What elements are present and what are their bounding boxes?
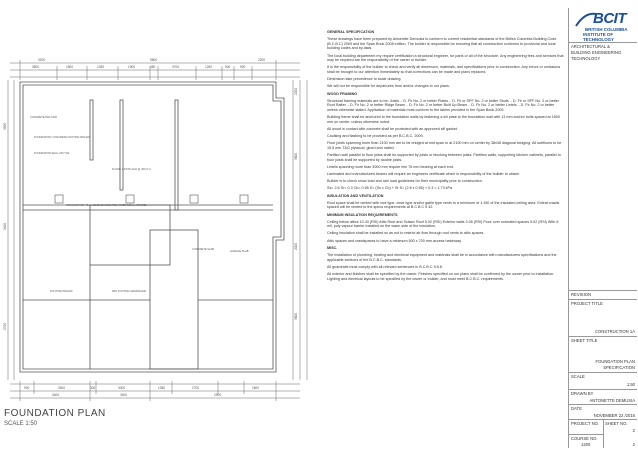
notes-paragraph: Ss= 2.6 Sr= 0.3 Cb= 0.55 S= (Ss x Cb) + Sr S= (2.6 x 0.55) + 0.3 = 1.73 kPa xyxy=(327,186,453,191)
revision-label: REVISION xyxy=(571,292,592,297)
dimension-label: 3400 xyxy=(58,386,66,390)
dimension-label: 3400 xyxy=(120,393,128,397)
notes-paragraph: Floor joists spanning more than 2100 mm are to be bridged at mid span or at 2100 mm on center by 38x38 diagonal bridging. All subfloors to be 15.5 mm T&G plywood, glued and nailed. xyxy=(327,141,562,150)
notes-paragraph: The local building department my require certification a structural engineer, for parts or all of the structure. Any engineering fees and services that may be required are the responsibility of the owner or builder. xyxy=(327,53,564,63)
dimension-label: 900 xyxy=(240,65,246,69)
notes-paragraph: All exterior and finishes shall be specified by the owner. Finishes specified on our plans shall be confirmed by the owner prior to installation. Lighting and electrical layouts to be specified by the owner or builder, and must meet B.C.B.C. requirements. xyxy=(327,272,555,281)
notes-heading: WOOD FRAMING xyxy=(327,91,358,96)
dimension-label: 1900 xyxy=(128,65,136,69)
dimension-label: 3800 xyxy=(32,65,40,69)
notes-paragraph: Builder is to check snow load and rain load guidelines for their municipality prior to construction. xyxy=(327,179,483,184)
dimension-label: 1050 xyxy=(97,65,105,69)
date-value: NOVEMBER 22 /2016 xyxy=(593,413,635,418)
notes-heading: GENERAL SPECIFICATION xyxy=(327,30,375,34)
dimension-label: 3400 xyxy=(52,393,60,397)
program-line-1: ARCHITECTURAL & xyxy=(571,44,610,49)
pad-footing-2 xyxy=(126,195,134,203)
notes-paragraph: The installation of plumbing, heating and electrical equipment and materials shall be in accordance with manufacturers specifications and the applicable sections of the B.C.B.C. standards. xyxy=(327,253,557,262)
course-no-label: COURSE NO. xyxy=(571,436,598,441)
notes-paragraph: Caulking and flashing to be provided as per B.C.B.C. 2009. xyxy=(327,134,424,139)
notes-heading: MISC. xyxy=(327,245,338,250)
notes-paragraph: Dimension take precedence to scale drawing. xyxy=(327,77,402,82)
foundation-wall-inner xyxy=(23,85,281,369)
notes-paragraph: We will not be responsible for departures from and/or changes to our plans. xyxy=(327,84,450,89)
callout-label: CONCRETE PAD 1000 xyxy=(30,116,57,119)
notes-paragraph: Building frame shall be anchored to the foundation walls by fastening a sill plate to the foundation wall with 13 mm anchor bolts spaced at 1800 mm on center, unless otherwise noted. xyxy=(327,115,560,124)
foundation-wall-outer xyxy=(20,82,284,372)
program-line-2: BUILDING ENGINEERING xyxy=(571,50,622,55)
dimension-label: 2700 xyxy=(192,386,200,390)
dimension-label: 1800 xyxy=(66,65,74,69)
drawing-scale: SCALE 1:50 xyxy=(4,421,38,427)
dimension-label: 2000 xyxy=(294,242,298,250)
callout-label: FOOTING 600x200 xyxy=(50,290,73,293)
notes-paragraph: These drawings have been prepared by Antonette Demusia to conform to current residential standards of the British Columbia Building Code (B.C.B.C) 2009 and the Span Book 2008 edition. The builder is responsible for ensuring that all construction conforms to provincial and local building codes and by-laws. xyxy=(327,37,557,51)
sheet-title-label: SHEET TITLE xyxy=(571,338,598,343)
notes-paragraph: Ceiling below attics 10.43 (RSI) Attic Roof and Scissic Roof 5.02 (RSI) Exterior walls 3.08 (RSI) Floor over unheated spaces 5.02 (RSI) With 6 mil. poly vapour barrier installed on the warm side of the insulation. xyxy=(327,219,559,229)
dimension-label: 3600 xyxy=(294,152,298,160)
interior-room-outline xyxy=(90,205,170,265)
interior-room-2 xyxy=(150,230,198,369)
general-specification-notes xyxy=(327,28,565,448)
date-label: DATE xyxy=(571,406,582,411)
notes-paragraph: Attic spaces and crawlspaces to have a minimum 500 x 700 mm access hatchway. xyxy=(327,238,462,243)
notes-paragraph: Partition wall parallel to floor joists shall be supported by joists or blocking between joists. Partition walls, supporting kitchen cabinets, parallel to floor joists shall be supported by double joists. xyxy=(327,153,561,162)
dimension-label: 3000 xyxy=(118,386,126,390)
dimension-label: 1260 xyxy=(205,65,213,69)
project-title-label: PROJECT TITLE xyxy=(571,301,603,306)
dimension-label: 3600 xyxy=(294,312,298,320)
notes-paragraph: Ceiling insulation shall be installed so as not to restrict air flow through roof vents to attic spaces. xyxy=(327,231,485,236)
notes-paragraph: All wood in contact with concrete shall be protected with an approved sill gasket. xyxy=(327,126,458,131)
dimension-label: 3400 xyxy=(3,222,7,230)
project-title: CONSTRUCTION 1A xyxy=(594,329,635,334)
notes-paragraph: Structural framing materials are to be: Joists .. D. Fir No. 2 or better Plates .. D. Fir or SPF No. 2 or better Studs .. D. Fir or SPF No. 2 or better Roof Rafter .. D. Fir No. 2 or better Ridge Beam .. D. Fir No. 2 or better Built Up Beam .. D. Fir No. 2 or better Lintels .. D. Fir No. 2 or better unless otherwise stated. Application of materials must conform to the tables provided in the Span Book 2009. xyxy=(327,98,559,112)
scale-value: 1:50 xyxy=(626,382,635,387)
pad-footing-1 xyxy=(55,195,63,203)
dimension-label: 2700 xyxy=(3,322,7,330)
sheet-no-top: 2 xyxy=(632,428,635,433)
institute-line-2: INSTITUTE OF TECHNOLOGY xyxy=(583,32,614,42)
bcit-logo xyxy=(571,10,635,40)
program-line-3: TECHNOLOGY xyxy=(571,56,601,61)
dimension-label: 9800 xyxy=(150,58,158,62)
notes-paragraph: All guardrails must comply with all relevant sentences in B.C.B.C 9.8.8. xyxy=(327,264,443,269)
notes-heading: INSULATION AND VENTILATION xyxy=(327,193,384,198)
dimension-label: 2200 xyxy=(294,87,298,95)
notes-paragraph: It is the responsibility of the builder to check and verify all dimension, materials, and specifications prior to construction. Any errors or omissions shall be brought to our attention immediately so that corrections can be made and plans replaced. xyxy=(327,65,561,74)
drawing-title: FOUNDATION PLAN xyxy=(4,408,106,419)
notes-heading: MINIMUM INSULATION REQUIREMENTS xyxy=(327,212,398,217)
callout-label: FOUNDATION: CONCRETE FOOTING 600x200 xyxy=(34,136,91,139)
sheet-no: 2 xyxy=(632,442,635,447)
dimension-label: 3200 xyxy=(38,58,46,62)
dimension-label: 3500 xyxy=(3,122,7,130)
callout-label: GARAGE SLAB xyxy=(230,250,249,253)
dimension-label: 500 xyxy=(225,65,231,69)
dimension-label: 1600 xyxy=(252,386,260,390)
scale-label: SCALE xyxy=(571,374,585,379)
notes-paragraph: Roof space shall be vented with roof type, eave type and/or gable type vents to a minimum of 1:150 of the insulated ceiling area. Exteat crawls spaced will be vented to the specs requirements at B.C.B.C 9.32. xyxy=(327,200,560,210)
sheet-title-1: FOUNDATION PLAN xyxy=(595,359,635,364)
dimension-label: 300 xyxy=(90,386,96,390)
project-no-label: PROJECT NO. xyxy=(571,421,600,426)
callout-label: CONCRETE SLAB xyxy=(192,248,214,251)
drawn-by-label: DRAWN BY xyxy=(571,391,594,396)
interior-wall-1 xyxy=(90,100,93,160)
dimension-label: 450 xyxy=(150,65,156,69)
drawn-by: ANTONETTE DEMUSIA xyxy=(589,398,635,403)
institute-line-1: BRITISH COLUMBIA xyxy=(585,27,628,32)
notes-paragraph: Laminated and manufactured beams will require an engineers certificate which is responsibility of the builder to obtain. xyxy=(327,171,520,176)
callout-label: FLOOR JOISTS 2x10 @ 400 O.C. xyxy=(112,168,152,171)
pad-footing-3 xyxy=(190,195,198,203)
dimension-label: 1350 xyxy=(158,386,166,390)
course-no: 1200 xyxy=(581,442,591,447)
sheet-no-label: SHEET NO. xyxy=(605,421,628,426)
dimension-label: 3700 xyxy=(172,65,180,69)
sheet-title-2: SPECIFICATION xyxy=(603,365,635,370)
dimension-label: 900 xyxy=(24,386,30,390)
logo-text: BCIT xyxy=(593,10,626,27)
interior-wall-3 xyxy=(175,100,178,210)
callout-label: CRAWLSPACE: 75mm SLAB ON 6MIL POLY OVER 100mm GRAVEL xyxy=(66,204,147,207)
callout-label: FOUNDATION WALL 200 THK xyxy=(34,152,70,155)
dimension-label: 2900 xyxy=(214,393,222,397)
pad-footing-4 xyxy=(240,195,248,203)
notes-paragraph: Lintels spanning more than 3000 mm require min 76 mm bearing at each end. xyxy=(327,164,455,169)
callout-label: PAD FOOTING 600x600x200 xyxy=(112,290,146,293)
title-block xyxy=(568,8,637,448)
dimension-label: 2200 xyxy=(258,58,266,62)
interior-wall-2 xyxy=(120,100,123,190)
